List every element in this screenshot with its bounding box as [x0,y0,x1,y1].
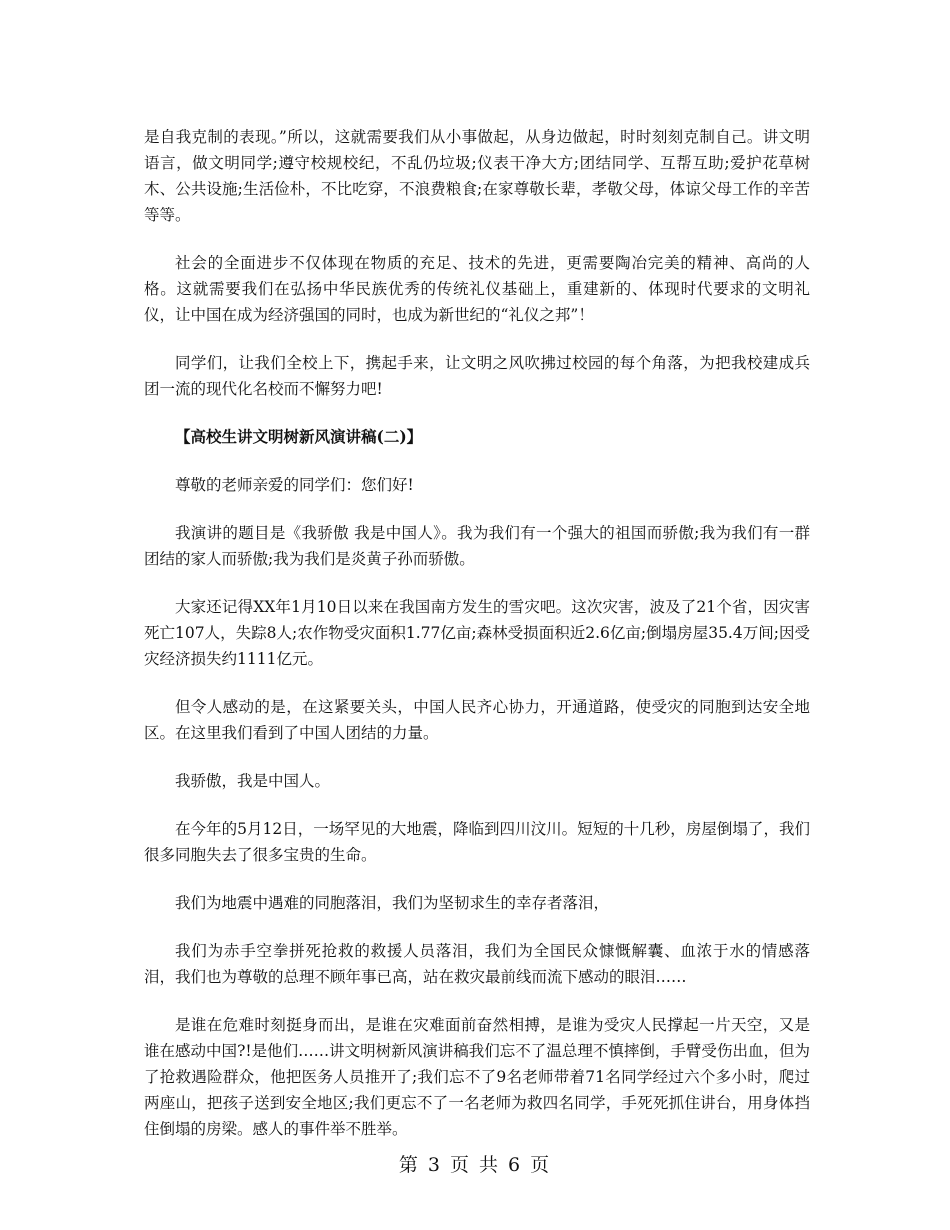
speech-title-paragraph: 我演讲的题目是《我骄傲 我是中国人》。我为我们有一个强大的祖国而骄傲;我为我们有一群团结的家人而骄傲;我为我们是炎黄子孙而骄傲。 [144,524,810,568]
paragraph-3: 同学们，让我们全校上下，携起手来，让文明之风吹拂过校园的每个角落，为把我校建成兵团一流的现代化名校而不懈努力吧! [144,354,810,398]
snow-disaster-paragraph: 大家还记得XX年1月10日以来在我国南方发生的雪灾吧。这次灾害，波及了21个省，因灾害死亡107人，失踪8人;农作物受灾面积1.77亿亩;森林受损面积近2.6亿亩;倒塌房屋35.4万间;因受灾经济损失约1111亿元。 [144,598,810,668]
earthquake-paragraph: 在今年的5月12日，一场罕见的大地震，降临到四川汶川。短短的十几秒，房屋倒塌了，我们很多同胞失去了很多宝贵的生命。 [144,820,810,864]
greeting-paragraph: 尊敬的老师亲爱的同学们：您们好! [175,476,414,494]
section-heading: 【高校生讲文明树新风演讲稿(二)】 [175,427,423,446]
page-footer: 第 3 页 共 6 页 [398,1154,552,1176]
tears-paragraph-1: 我们为地震中遇难的同胞落泪，我们为坚韧求生的幸存者落泪， [175,894,610,912]
document-body [144,124,810,1164]
proud-paragraph: 我骄傲，我是中国人。 [175,772,331,790]
paragraph-2: 社会的全面进步不仅体现在物质的充足、技术的先进，更需要陶冶完美的精神、高尚的人格。这就需要我们在弘扬中华民族优秀的传统礼仪基础上，重建新的、体现时代要求的文明礼仪，让中国在成为经济强国的同时，也成为新世纪的“礼仪之邦”！ [144,254,810,324]
tears-paragraph-2: 我们为赤手空拳拼死抢救的救援人员落泪，我们为全国民众慷慨解囊、血浓于水的情感落泪，我们也为尊敬的总理不顾年事已高，站在救灾最前线而流下感动的眼泪…… [144,942,810,986]
heroes-paragraph: 是谁在危难时刻挺身而出，是谁在灾难面前奋然相搏，是谁为受灾人民撑起一片天空，又是谁在感动中国?!是他们……讲文明树新风演讲稿我们忘不了温总理不慎摔倒，手臂受伤出血，但为了抢救遇险群众，他把医务人员推开了;我们忘不了9名老师带着71名同学经过六个多小时，爬过两座山，把孩子送到安全地区;我们更忘不了一名老师为救四名同学，手死死抓住讲台，用身体挡住倒塌的房梁。感人的事件举不胜举。 [144,1016,810,1138]
paragraph-1: 是自我克制的表现。”所以，这就需要我们从小事做起，从身边做起，时时刻刻克制自己。讲文明语言，做文明同学;遵守校规校纪，不乱仍垃圾;仪表干净大方;团结同学、互帮互助;爱护花草树木、公共设施;生活俭朴，不比吃穿，不浪费粮食;在家尊敬长辈，孝敬父母，体谅父母工作的辛苦等等。 [144,128,810,224]
unity-paragraph: 但令人感动的是，在这紧要关头，中国人民齐心协力，开通道路，使受灾的同胞到达安全地区。在这里我们看到了中国人团结的力量。 [144,698,810,742]
